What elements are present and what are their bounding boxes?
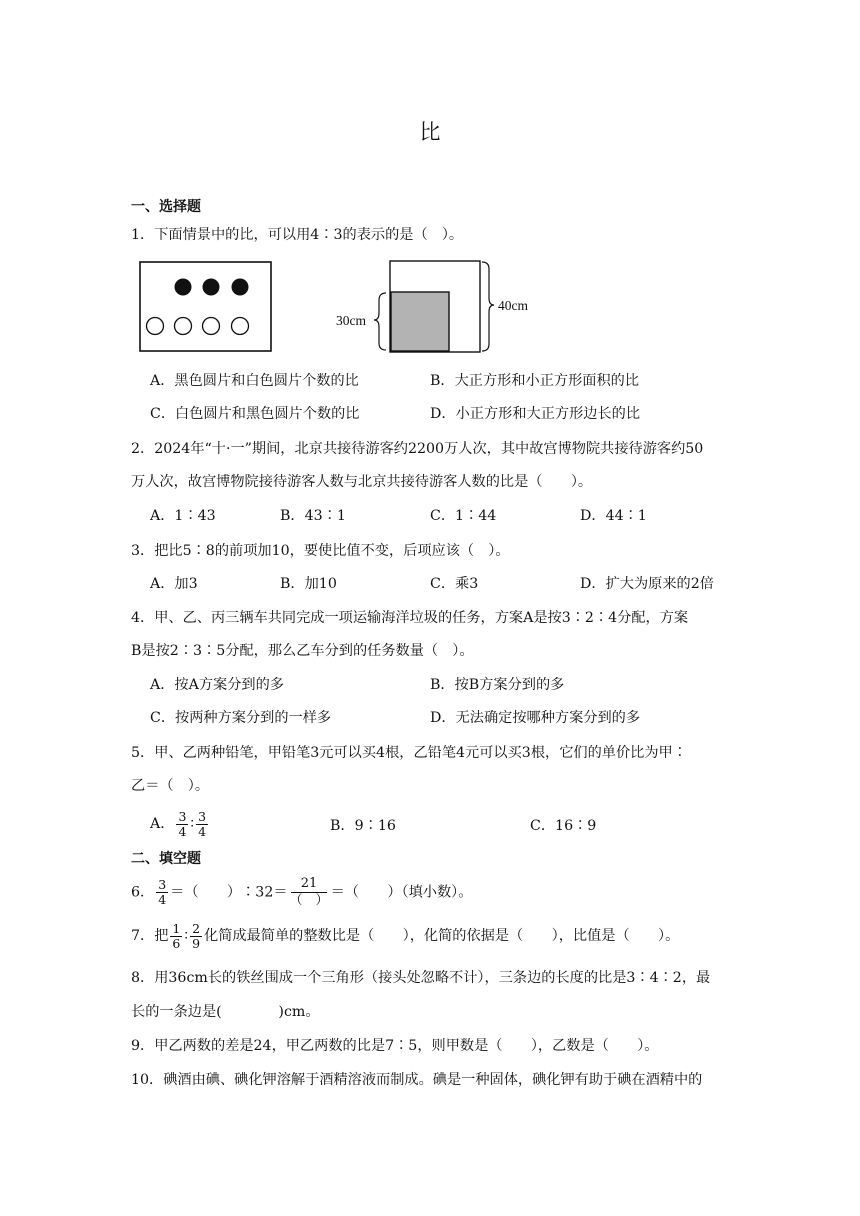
ratio-colon: ∶ <box>190 816 195 832</box>
right-brace <box>482 262 494 351</box>
question-7 <box>131 920 679 952</box>
question-3-option-c[interactable]: C．乘3 <box>430 576 479 592</box>
question-3-option-b[interactable]: B．加10 <box>280 576 337 592</box>
fraction-numerator: 3 <box>198 808 207 824</box>
question-1-stem: 1．下面情景中的比，可以用4∶3的表示的是（ ）。 <box>131 227 464 243</box>
white-circle <box>147 318 164 335</box>
small-square <box>391 292 449 351</box>
page-title: 比 <box>419 120 441 144</box>
fraction <box>156 878 168 907</box>
fraction-numerator: 2 <box>192 920 201 936</box>
fraction-denominator-blank[interactable]: （ ） <box>289 893 329 908</box>
circles-frame <box>140 262 271 351</box>
question-2-option-d[interactable]: D．44∶1 <box>580 508 647 524</box>
fraction-numerator: 21 <box>291 876 328 893</box>
fraction <box>176 810 188 839</box>
fraction-numerator: 3 <box>178 808 187 824</box>
question-1-option-c[interactable]: C．白色圆片和黑色圆片个数的比 <box>150 406 360 422</box>
question-2-line-2: 万人次，故宫博物院接待游客人数与北京共接待游客人数的比是（ ）。 <box>131 474 593 490</box>
ratio-colon: ∶ <box>184 928 189 944</box>
white-circle <box>203 318 220 335</box>
section-heading-choice: 一、选择题 <box>131 199 201 215</box>
fraction-denominator: 4 <box>178 823 187 839</box>
question-4-line-1: 4．甲、乙、丙三辆车共同完成一项运输海洋垃圾的任务，方案A是按3∶2∶4分配，方案 <box>131 610 689 626</box>
squares-figure <box>330 258 545 356</box>
fraction <box>190 922 202 951</box>
fraction-numerator: 3 <box>158 877 167 892</box>
question-2-option-c[interactable]: C．1∶44 <box>430 508 497 524</box>
fraction-denominator: 6 <box>172 935 181 951</box>
question-5-option-c[interactable]: C．16∶9 <box>530 818 597 834</box>
section-heading-fill: 二、填空题 <box>131 851 201 867</box>
fraction <box>170 922 182 951</box>
question-5-option-b[interactable]: B．9∶16 <box>330 818 396 834</box>
fraction-denominator: 4 <box>198 823 207 839</box>
question-2-option-b[interactable]: B．43∶1 <box>280 508 346 524</box>
question-8-line-2: 长的一条边是( )cm。 <box>131 1004 320 1020</box>
question-5-option-a[interactable] <box>150 808 210 840</box>
black-circle <box>175 279 192 296</box>
question-1-option-b[interactable]: B．大正方形和小正方形面积的比 <box>430 373 640 389</box>
left-brace <box>374 293 386 350</box>
question-6 <box>131 876 472 909</box>
question-9-stem: 9．甲乙两数的差是24，甲乙两数的比是7∶5，则甲数是（ ），乙数是（ ）。 <box>131 1038 659 1054</box>
question-3-option-a[interactable]: A．加3 <box>150 576 198 592</box>
fraction-denominator: 9 <box>192 935 201 951</box>
white-circle <box>232 318 249 335</box>
question-6-suffix: ＝（ ）（填小数）。 <box>330 884 473 901</box>
large-side-label: 40cm <box>498 298 528 313</box>
question-10-line-1: 10．碘酒由碘、碘化钾溶解于酒精溶液而制成。碘是一种固体，碘化钾有助于碘在酒精中的 <box>131 1072 703 1088</box>
question-8-line-1: 8．用36cm长的铁丝围成一个三角形（接头处忽略不计），三条边的长度的比是3∶4∶2，最 <box>131 970 711 986</box>
question-4-option-d[interactable]: D．无法确定按哪种方案分到的多 <box>430 710 641 726</box>
question-5-line-1: 5．甲、乙两种铅笔，甲铅笔3元可以买4根，乙铅笔4元可以买3根，它们的单价比为甲∶ <box>131 745 687 761</box>
question-2-option-a[interactable]: A．1∶43 <box>150 508 216 524</box>
fraction <box>196 810 208 839</box>
question-4-option-a[interactable]: A．按A方案分到的多 <box>150 677 284 693</box>
question-7-suffix: 化简成最简单的整数比是（ ），化简的依据是（ ），比值是（ ）。 <box>204 928 680 944</box>
black-circle <box>232 279 249 296</box>
fraction-numerator: 1 <box>172 920 181 936</box>
option-a-prefix: A． <box>150 816 175 832</box>
question-3-option-d[interactable]: D．扩大为原来的2倍 <box>580 576 714 592</box>
black-circle <box>203 279 220 296</box>
question-7-number: 7．把 <box>131 928 169 944</box>
circles-figure <box>138 259 274 355</box>
question-4-line-2: B是按2∶3∶5分配，那么乙车分到的任务数量（ ）。 <box>131 643 474 659</box>
question-3-stem: 3．把比5∶8的前项加10，要使比值不变，后项应该（ ）。 <box>131 543 510 559</box>
fraction-blank[interactable] <box>290 876 329 909</box>
white-circle <box>175 318 192 335</box>
question-4-option-b[interactable]: B．按B方案分到的多 <box>430 677 565 693</box>
question-4-option-c[interactable]: C．按两种方案分到的一样多 <box>150 710 332 726</box>
small-side-label: 30cm <box>336 313 366 328</box>
question-6-middle: ＝（ ）∶32＝ <box>170 884 288 901</box>
question-5-line-2: 乙＝（ ）。 <box>131 778 210 794</box>
fraction-denominator: 4 <box>158 892 167 907</box>
question-1-option-d[interactable]: D．小正方形和大正方形边长的比 <box>430 406 641 422</box>
question-6-number: 6． <box>131 884 155 901</box>
question-2-line-1: 2．2024年“十·一”期间，北京共接待游客约2200万人次，其中故宫博物院共接待游客约50 <box>131 441 704 457</box>
question-1-option-a[interactable]: A．黑色圆片和白色圆片个数的比 <box>150 373 359 389</box>
